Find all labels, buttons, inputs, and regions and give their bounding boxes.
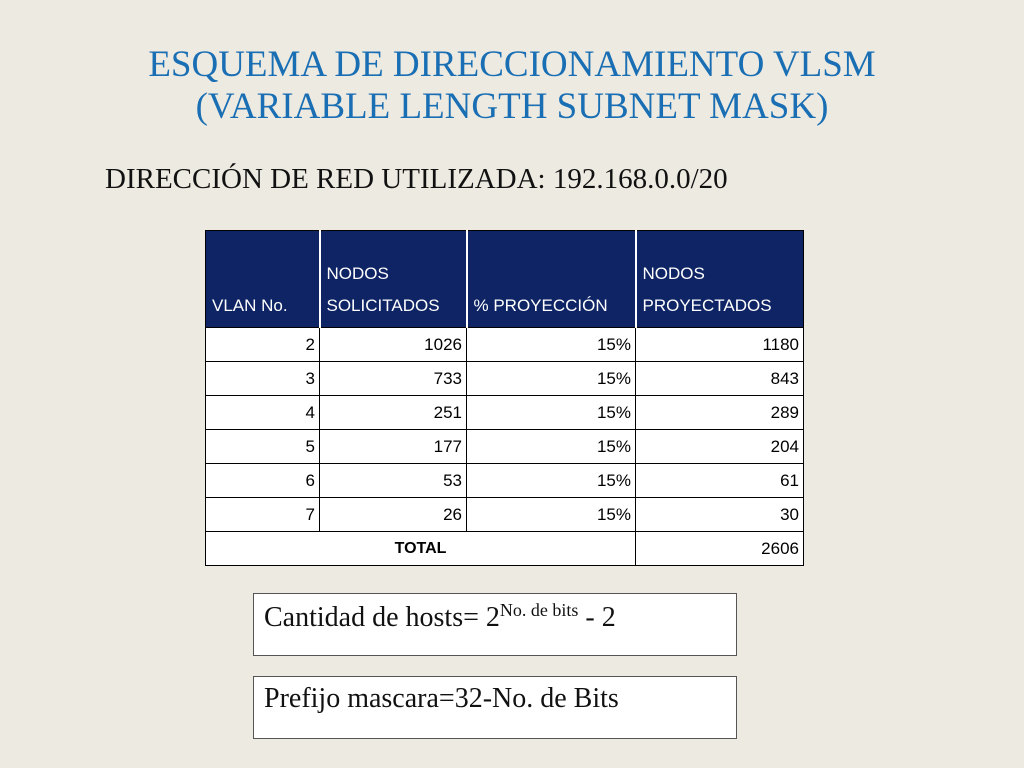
cell-vlan: 6 <box>206 464 320 498</box>
cell-nodos-solicitados: 177 <box>320 430 467 464</box>
header-nodos-proyectados: NODOS PROYECTADOS <box>636 231 804 328</box>
cell-nodos-proyectados: 61 <box>636 464 804 498</box>
slide-title-line1: ESQUEMA DE DIRECCIONAMIENTO VLSM <box>148 44 876 85</box>
cell-nodos-proyectados: 204 <box>636 430 804 464</box>
table-row <box>206 430 804 464</box>
slide-title-line2: (VARIABLE LENGTH SUBNET MASK) <box>195 86 829 127</box>
cell-nodos-proyectados: 843 <box>636 362 804 396</box>
network-address-subtitle: DIRECCIÓN DE RED UTILIZADA: 192.168.0.0/20 <box>105 163 728 195</box>
cell-vlan: 3 <box>206 362 320 396</box>
hosts-formula-suffix: - 2 <box>578 602 616 633</box>
table-row <box>206 396 804 430</box>
hosts-formula-exponent: No. de bits <box>499 600 579 620</box>
total-value: 2606 <box>636 532 804 566</box>
prefix-formula-text: Prefijo mascara=32-No. de Bits <box>264 683 619 714</box>
header-nodos-solicitados: NODOS SOLICITADOS <box>320 231 467 328</box>
cell-vlan: 5 <box>206 430 320 464</box>
cell-nodos-proyectados: 1180 <box>636 328 804 362</box>
table-row <box>206 464 804 498</box>
cell-proyeccion: 15% <box>467 328 636 362</box>
total-label: TOTAL <box>206 532 636 566</box>
cell-proyeccion: 15% <box>467 464 636 498</box>
cell-nodos-solicitados: 733 <box>320 362 467 396</box>
cell-proyeccion: 15% <box>467 430 636 464</box>
vlsm-table <box>205 230 804 566</box>
cell-proyeccion: 15% <box>467 396 636 430</box>
cell-nodos-solicitados: 53 <box>320 464 467 498</box>
cell-nodos-solicitados: 26 <box>320 498 467 532</box>
cell-nodos-solicitados: 251 <box>320 396 467 430</box>
cell-nodos-solicitados: 1026 <box>320 328 467 362</box>
cell-vlan: 7 <box>206 498 320 532</box>
table-row <box>206 362 804 396</box>
header-proyeccion: % PROYECCIÓN <box>467 231 636 328</box>
cell-proyeccion: 15% <box>467 498 636 532</box>
table-row <box>206 498 804 532</box>
cell-vlan: 2 <box>206 328 320 362</box>
table-header-row <box>206 231 804 328</box>
table-row <box>206 328 804 362</box>
cell-vlan: 4 <box>206 396 320 430</box>
hosts-formula-box <box>253 593 737 656</box>
cell-nodos-proyectados: 289 <box>636 396 804 430</box>
header-vlan-no: VLAN No. <box>206 231 320 328</box>
cell-nodos-proyectados: 30 <box>636 498 804 532</box>
table-total-row <box>206 532 804 566</box>
prefix-formula-box <box>253 676 737 739</box>
slide-title <box>0 44 1024 128</box>
hosts-formula-text: Cantidad de hosts= 2 <box>264 602 500 633</box>
cell-proyeccion: 15% <box>467 362 636 396</box>
